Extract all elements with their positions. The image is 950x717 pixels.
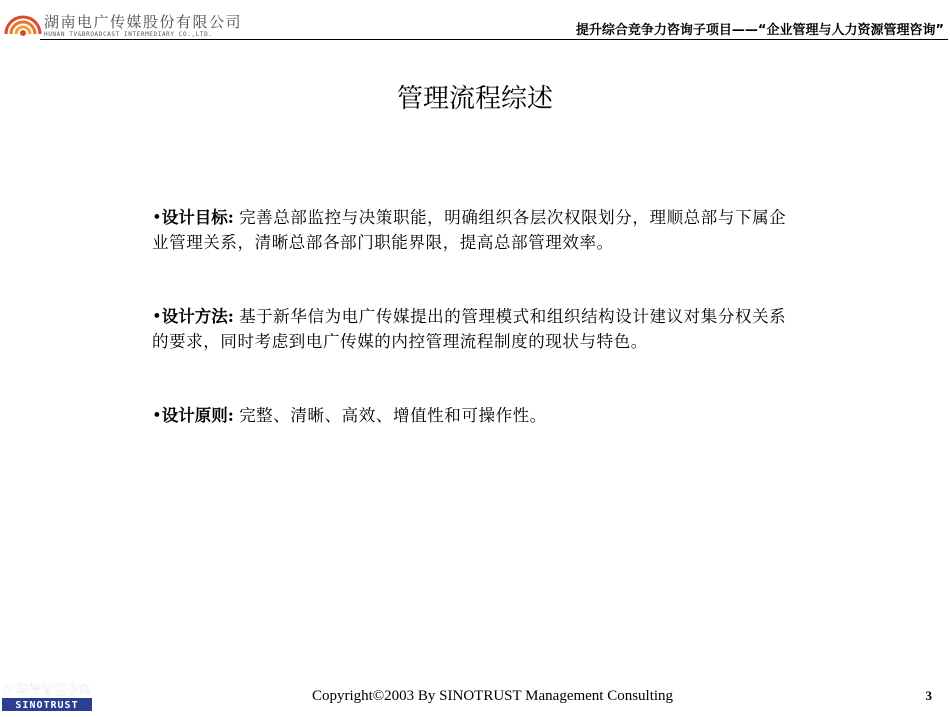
bullet-text: 基于新华信为电广传媒提出的管理模式和组织结构设计建议对集分权关系的要求，同时考虑到电广传媒的内控管理流程制度的现状与特色。 [152,307,787,351]
bullet-icon: • [152,208,162,227]
bullet-text: 完善总部监控与决策职能，明确组织各层次权限划分，理顺总部与下属企业管理关系，清晰总部各部门职能界限，提高总部管理效率。 [152,208,787,252]
bullet-icon: • [152,307,162,326]
page-number: 3 [925,688,932,703]
header-divider [40,39,948,40]
content-body [152,205,792,477]
page-title: 管理流程综述 [396,84,553,114]
bullet-design-method [152,304,792,354]
company-name-cn: 湖南电广传媒股份有限公司 [44,13,243,31]
bullet-label: 设计方法: [161,307,234,326]
copyright-text: Copyright©2003 By SINOTRUST Management Consulting [311,688,674,704]
footer-logo-cn: 新华信管理咨询 [3,682,91,697]
project-title: 提升综合竞争力咨询子项目——“企业管理与人力资源管理咨询” [575,23,944,38]
footer-logo-en: SINOTRUST [15,700,79,711]
bullet-label: 设计原则: [161,406,234,425]
bullet-design-goal [152,205,792,255]
bullet-design-principle [152,403,792,428]
bullet-text: 完整、清晰、高效、增值性和可操作性。 [239,406,547,425]
company-logo-icon [4,4,42,38]
company-logo [4,4,254,40]
bullet-label: 设计目标: [161,208,234,227]
bullet-icon: • [152,406,162,425]
company-name-en: HUNAN TV&BROADCAST INTERMEDIARY CO.,LTD. [44,31,213,38]
